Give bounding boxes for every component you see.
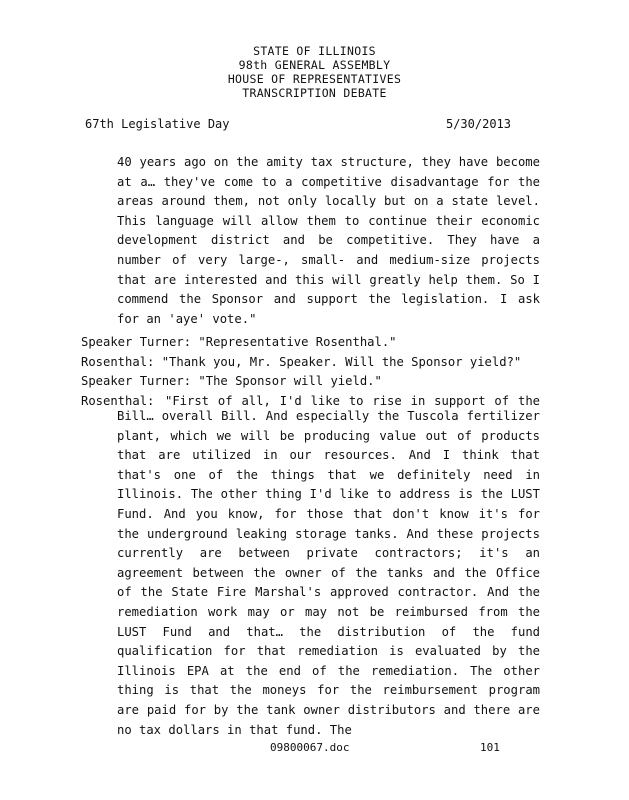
rosenthal-speech: Bill… overall Bill. And especially the Tuscola fertilizer plant, which we will be producing value out of products that are utilized in our resources. And I think that that's one of the things that we definitely need in Illinois. The other thing I'd like to address is the LUST Fund. And you know, for those that don't know it's for the underground leaking storage tanks. And these projects currently are between private contractors; it's an agreement between the owner of the tanks and the Office of the State Fire Marshal's approved contractor. And the remediation work may or may not be reimbursed from the LUST Fund and that… the distribution of the fund qualification for that remediation is evaluated by the Illinois EPA at the end of the remediation. The other thing is that the moneys for the reimbursement program are paid for by the tank owner distributors and there are no tax dollars in that fund. The [117,409,540,737]
header-state: STATE OF ILLINOIS [253,44,376,58]
speaker-line-3: Speaker Turner: "The Sponsor will yield." [81,374,382,388]
page-number: 101 [480,741,500,754]
rosenthal-first-line: "First of all, I'd like to rise in support of the [165,394,540,408]
legislative-day: 67th Legislative Day [85,117,230,131]
header-transcription: TRANSCRIPTION DEBATE [242,86,387,100]
speech-continued: 40 years ago on the amity tax structure, they have become at a… they've come to a competitive disadvantage for the areas around them, not only locally but on a state level. This language will allow them to continue their economic development district and be competitive. They have a number of very large-, small- and medium-size projects that are interested and this will greatly help them. So I commend the Sponsor and support the legislation. I ask for an 'aye' vote." [117,155,540,326]
session-date: 5/30/2013 [445,117,511,131]
rosenthal-label: Rosenthal: [81,394,155,408]
header-house: HOUSE OF REPRESENTATIVES [227,72,402,86]
speaker-line-2: Rosenthal: "Thank you, Mr. Speaker. Will the Sponsor yield?" [81,355,522,369]
document-id: 09800067.doc [270,741,350,754]
header-assembly: 98th GENERAL ASSEMBLY [238,58,391,72]
speaker-line-1: Speaker Turner: "Representative Rosenthal." [81,335,397,349]
